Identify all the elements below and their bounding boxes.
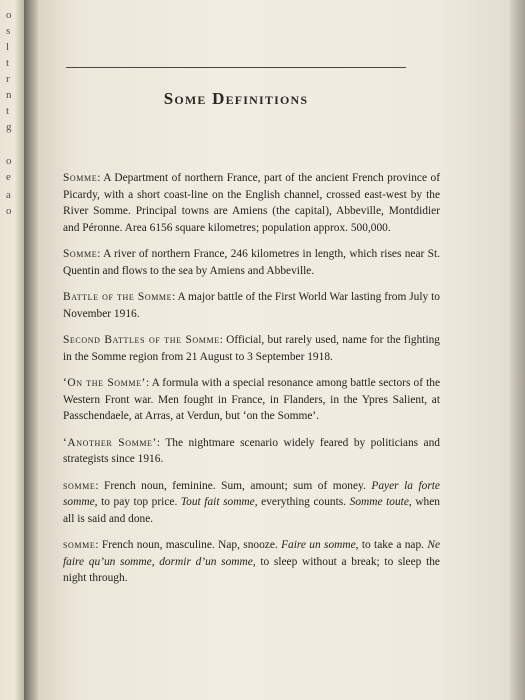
definition-entry: [63, 289, 440, 322]
definition-term: Second Battles of the Somme: [63, 334, 220, 346]
facing-page-fragment: o: [6, 155, 12, 167]
definition-entry: [63, 246, 440, 279]
definition-text: , when all is said and done.: [63, 496, 440, 525]
definition-entry: [63, 375, 440, 425]
definition-entry: [63, 537, 440, 587]
definition-text: , to pay top price.: [94, 496, 181, 508]
facing-page-fragment: a: [6, 189, 11, 201]
definition-italic-phrase: Somme toute: [349, 496, 409, 508]
facing-page-fragment: n: [6, 89, 12, 101]
facing-page-fragment: o: [6, 9, 12, 21]
book-gutter: [24, 0, 38, 700]
definition-text: : A Department of northern France, part of the ancient French province of Picardy, with a short coast-line on the English channel, crossed east-west by the River Somme. Principal towns are Amiens (the capital), Abbeville, Montdidier and Péronne. Area 6156 square kilometres; population approx. 500,000.: [63, 172, 440, 234]
definition-text: : French noun, feminine. Sum, amount; sum of money.: [95, 479, 372, 492]
book-page: [38, 0, 510, 700]
definition-entry: [63, 435, 440, 468]
definition-italic-phrase: Faire un somme: [281, 539, 356, 551]
definition-text: , to sleep without a break; to sleep the night through.: [63, 555, 440, 584]
facing-page-edge: [0, 0, 24, 700]
definition-term: Battle of the Somme: [63, 291, 173, 303]
facing-page-fragment: g: [6, 121, 12, 133]
definition-term: ‘Another Somme’: [63, 436, 157, 449]
definition-term: Somme: [63, 172, 98, 184]
facing-page-fragment: t: [6, 57, 10, 69]
definition-text: , to take a nap.: [355, 539, 428, 551]
definition-text: : A formula with a special resonance among battle sectors of the Western Front war. Men fought in France, in Flanders, in the Ypres Salient, at Passchendaele, at Arras, at Verdun, but ‘on the Somme’.: [63, 377, 440, 422]
definition-text: : A river of northern France, 246 kilometres in length, which rises near St. Quentin and flows to the sea by Amiens and Abbeville.: [63, 248, 440, 277]
definition-term: somme: [63, 479, 96, 492]
definition-italic-phrase: Ne faire qu’un somme, dormir d’un somme: [63, 539, 440, 568]
facing-page-fragment: o: [6, 205, 12, 217]
definition-entry: [63, 478, 440, 528]
definition-text: : Official, but rarely used, name for the fighting in the Somme region from 21 August to 3 September 1918.: [63, 334, 440, 363]
top-rule: [66, 67, 406, 68]
definition-text: : A major battle of the First World War lasting from July to November 1916.: [63, 291, 440, 320]
definition-entry: [63, 332, 440, 365]
definition-text: : French noun, masculine. Nap, snooze.: [95, 539, 282, 551]
definitions-list: [63, 170, 440, 597]
definition-term: somme: [63, 539, 96, 551]
page-title: Some Definitions: [163, 89, 309, 108]
definition-italic-phrase: Payer la forte somme: [63, 479, 440, 508]
facing-page-fragment: r: [6, 73, 10, 85]
definition-entry: [63, 170, 440, 236]
definition-term: Somme: [63, 248, 98, 260]
facing-page-fragment: l: [6, 41, 10, 53]
facing-page-fragment: s: [6, 25, 11, 37]
definition-text: : The nightmare scenario widely feared by politicians and strategists since 1916.: [63, 436, 440, 465]
definition-italic-phrase: Tout fait somme: [180, 496, 255, 508]
definition-term: ‘On the Somme’: [63, 377, 146, 389]
page-edge-right: [510, 0, 525, 700]
facing-page-fragment: e: [6, 171, 11, 183]
definition-text: , everything counts.: [254, 496, 350, 508]
facing-page-fragment: t: [6, 105, 10, 117]
